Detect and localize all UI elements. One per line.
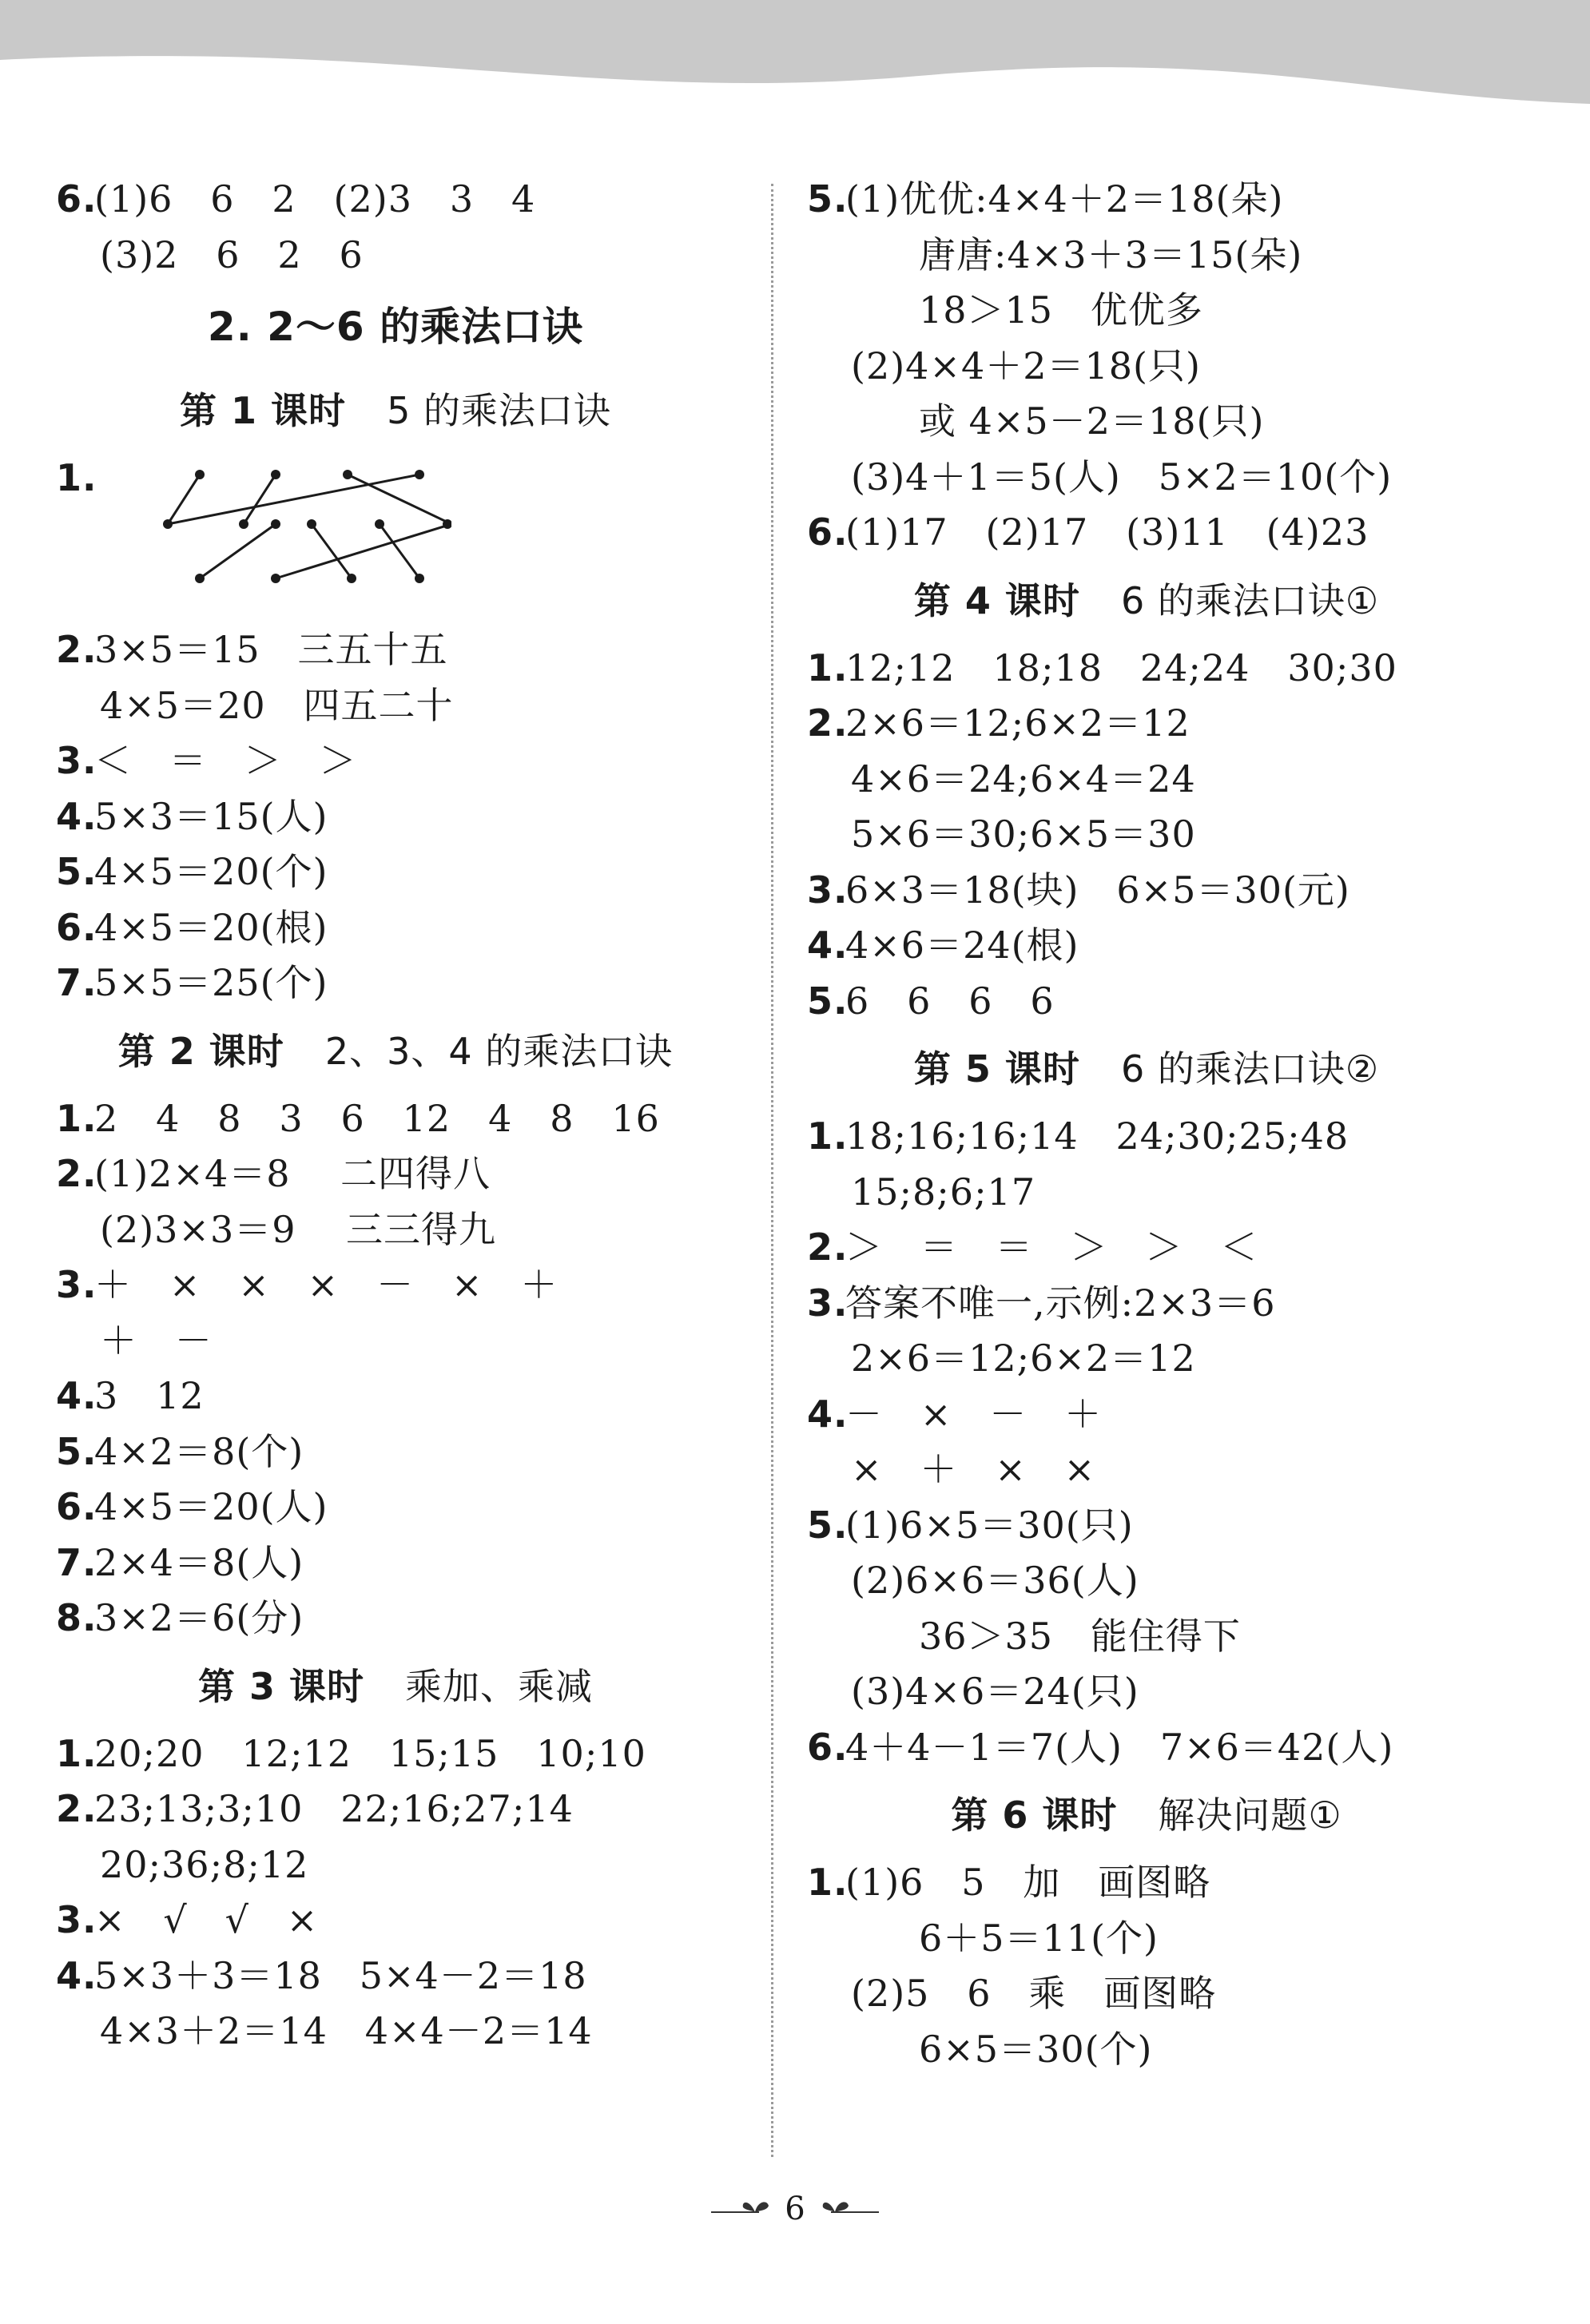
- answer-text: (2)6×6＝36(人): [851, 1559, 1139, 1602]
- lesson-title: [56, 1011, 735, 1091]
- answer-text: 3×2＝6(分): [94, 1596, 304, 1639]
- answer-text: (1)2×4＝8 二四得八: [94, 1152, 491, 1195]
- match-dot: [271, 574, 280, 583]
- answer-line: [807, 1331, 1486, 1387]
- answer-line: [807, 1609, 1486, 1665]
- question-number: 8.: [56, 1596, 97, 1639]
- answer-line: [807, 1498, 1486, 1554]
- lesson-title: [56, 1647, 735, 1726]
- question-number: 2.: [807, 1226, 849, 1269]
- match-dot: [347, 574, 356, 583]
- answer-text: 36＞35 能住得下: [919, 1614, 1241, 1658]
- question-number: 1.: [56, 1731, 97, 1775]
- question-number: 4.: [807, 1392, 849, 1436]
- answer-text: 3×5＝15 三五十五: [94, 628, 448, 671]
- answer-text: 5×6＝30;6×5＝30: [851, 812, 1196, 856]
- answer-text: (3)4×6＝24(只): [851, 1670, 1139, 1713]
- answer-text: 6 6 6 6: [845, 979, 1055, 1023]
- header-wave-band: [0, 0, 1590, 128]
- question-number: 4.: [56, 1953, 97, 1997]
- answer-text: 6×5＝30(个): [919, 2027, 1153, 2071]
- answer-line: [807, 1109, 1486, 1165]
- answer-line: [807, 1165, 1486, 1221]
- match-dot: [415, 470, 424, 479]
- matching-lines-figure: [92, 451, 451, 622]
- question-number: 4.: [56, 794, 97, 838]
- answer-text: 18＞15 优优多: [919, 288, 1203, 332]
- question-number: 3.: [56, 1898, 97, 1941]
- answer-line: [56, 1257, 735, 1313]
- lesson-title: [56, 371, 735, 451]
- answer-line: [56, 1480, 735, 1535]
- answer-text: (3)2 6 2 6: [100, 232, 364, 276]
- answer-line: [56, 228, 735, 284]
- match-dot: [375, 519, 384, 529]
- lesson-subtitle: 6 的乘法口诀②: [1120, 1047, 1380, 1090]
- question-number: 1.: [807, 1861, 849, 1904]
- answer-line: [56, 1202, 735, 1258]
- question-number: 1.: [56, 456, 97, 499]
- answer-line: [56, 900, 735, 956]
- question-number: 2.: [56, 628, 97, 671]
- question-number: 5.: [56, 850, 97, 893]
- match-dot: [271, 470, 280, 479]
- answer-line: [807, 339, 1486, 395]
- answer-text: 6×3＝18(块) 6×5＝30(元): [845, 868, 1350, 912]
- answer-line: [807, 1442, 1486, 1498]
- question-number: 3.: [56, 1263, 97, 1306]
- answer-text: (1)6 6 2 (2)3 3 4: [94, 177, 536, 220]
- question-number: 1.: [56, 1096, 97, 1140]
- lesson-subtitle: 解决问题①: [1158, 1794, 1342, 1837]
- answer-text: 4×2＝8(个): [94, 1429, 304, 1473]
- answer-line: [807, 1855, 1486, 1911]
- lesson-number: 第 6 课时: [951, 1794, 1118, 1837]
- answer-line: [807, 505, 1486, 561]
- answer-text: 12;12 18;18 24;24 30;30: [845, 646, 1397, 689]
- answer-text: (1)6 5 加 画图略: [845, 1861, 1211, 1904]
- lesson4-answers: [807, 641, 1486, 1030]
- lesson-number: 第 3 课时: [197, 1664, 364, 1708]
- answer-text: 2×6＝12;6×2＝12: [845, 701, 1191, 745]
- answer-line: [807, 918, 1486, 974]
- question-number: 4.: [807, 924, 849, 967]
- answer-text: 4＋4－1＝7(人) 7×6＝42(人): [845, 1725, 1394, 1769]
- question-number: 5.: [807, 1503, 849, 1547]
- answer-text: 或 4×5－2＝18(只): [919, 399, 1265, 443]
- lesson-title: [807, 1775, 1486, 1855]
- page-number: 6: [785, 2191, 805, 2227]
- answer-text: 4×5＝20(个): [94, 850, 328, 893]
- matching-diagram: [56, 451, 735, 622]
- question-number: 5.: [56, 1429, 97, 1473]
- column-divider: [771, 184, 773, 2157]
- answer-line: [56, 1146, 735, 1202]
- lesson-title: [807, 561, 1486, 641]
- answer-line: [807, 1553, 1486, 1609]
- lesson-title: [807, 1029, 1486, 1109]
- answer-text: (2)5 6 乘 画图略: [851, 1972, 1217, 2015]
- question-number: 1.: [807, 646, 849, 689]
- answer-line: [56, 1782, 735, 1837]
- match-dot: [195, 574, 205, 583]
- question-number: 7.: [56, 1540, 97, 1584]
- sprout-left-icon: [711, 2183, 775, 2239]
- answer-line: [56, 678, 735, 734]
- answer-text: － × － ＋: [845, 1392, 1103, 1436]
- answer-text: 6＋5＝11(个): [919, 1916, 1159, 1960]
- answer-line: [56, 622, 735, 678]
- answer-text: ＞ ＝ ＝ ＞ ＞ ＜: [845, 1226, 1258, 1269]
- question-number: 6.: [56, 1485, 97, 1528]
- answer-line: [807, 974, 1486, 1030]
- answer-text: (3)4＋1＝5(人) 5×2＝10(个): [851, 455, 1393, 499]
- answer-text: 唐唐:4×3＋3＝15(朵): [919, 232, 1303, 276]
- answer-text: (2)3×3＝9 三三得九: [100, 1207, 496, 1251]
- answer-line: [807, 1276, 1486, 1332]
- match-dot: [343, 470, 352, 479]
- answer-line: [807, 863, 1486, 919]
- question-number: 2.: [807, 701, 849, 745]
- answer-text: ＜ ＝ ＞ ＞: [94, 739, 357, 782]
- match-dot: [271, 519, 280, 529]
- lesson-subtitle: 乘加、乘减: [405, 1664, 594, 1708]
- match-dot: [307, 519, 316, 529]
- answer-text: 15;8;6;17: [851, 1170, 1036, 1214]
- answer-text: × ＋ × ×: [851, 1448, 1096, 1491]
- answer-line: [56, 844, 735, 900]
- lesson-number: 第 5 课时: [913, 1047, 1080, 1090]
- answer-line: [56, 1313, 735, 1369]
- lesson-number: 第 2 课时: [117, 1029, 284, 1073]
- answer-line: [807, 641, 1486, 697]
- answer-line: [56, 1949, 735, 2004]
- answer-text: 4×5＝20(根): [94, 905, 328, 949]
- answer-line: [807, 1966, 1486, 2022]
- left-column: [56, 172, 735, 2060]
- right-column: [807, 172, 1486, 2077]
- answer-line: [56, 172, 735, 228]
- answer-line: [56, 1535, 735, 1591]
- answer-line: [807, 450, 1486, 506]
- answer-text: 23;13;3;10 22;16;27;14: [94, 1787, 574, 1830]
- answer-line: [56, 1837, 735, 1893]
- answer-text: 2 4 8 3 6 12 4 8 16: [94, 1096, 660, 1140]
- question-number: 5.: [807, 177, 849, 220]
- answer-text: (1)6×5＝30(只): [845, 1503, 1134, 1547]
- answer-line: [807, 1911, 1486, 1967]
- answer-text: (1)优优:4×4＋2＝18(朵): [845, 177, 1284, 220]
- question-number: 5.: [807, 979, 849, 1023]
- chapter-title: 2. 2～6 的乘法口诀: [207, 304, 584, 350]
- match-dot: [195, 470, 205, 479]
- lesson-number: 第 1 课时: [180, 389, 347, 432]
- answer-text: (2)4×4＋2＝18(只): [851, 344, 1201, 387]
- question-number: 3.: [807, 868, 849, 912]
- answer-line: [56, 733, 735, 789]
- lesson2-answers: [56, 1091, 735, 1647]
- question-number: 4.: [56, 1374, 97, 1417]
- lesson5-answers: [807, 1109, 1486, 1775]
- answer-line: [56, 1893, 735, 1949]
- left-top-answers: [56, 172, 735, 283]
- question-number: 3.: [807, 1281, 849, 1325]
- answer-text: 5×3＝15(人): [94, 794, 328, 838]
- question-number: 7.: [56, 961, 97, 1004]
- lesson-subtitle: 2、3、4 的乘法口诀: [324, 1029, 674, 1073]
- match-dot: [239, 519, 248, 529]
- question-number: 2.: [56, 1152, 97, 1195]
- answer-line: [56, 1726, 735, 1782]
- question-number: 2.: [56, 1787, 97, 1830]
- answer-line: [807, 2022, 1486, 2078]
- question-number: 6.: [807, 1725, 849, 1769]
- answer-line: [56, 1091, 735, 1147]
- answer-text: 18;16;16;14 24;30;25;48: [845, 1114, 1350, 1158]
- question-number: 6.: [56, 177, 97, 220]
- answer-text: 4×5＝20 四五二十: [100, 683, 454, 727]
- answer-text: 3 12: [94, 1374, 205, 1417]
- answer-text: 4×5＝20(人): [94, 1485, 328, 1528]
- match-dot: [163, 519, 173, 529]
- lesson-number: 第 4 课时: [913, 578, 1080, 622]
- sprout-right-icon: [815, 2183, 879, 2239]
- page-footer: [0, 2181, 1590, 2237]
- answer-line: [807, 807, 1486, 863]
- answer-text: 2×6＝12;6×2＝12: [851, 1337, 1196, 1380]
- question-number: 6.: [56, 905, 97, 949]
- lesson3-answers: [56, 1726, 735, 2060]
- answer-line: [807, 228, 1486, 284]
- answer-line: [807, 1387, 1486, 1443]
- answer-line: [807, 1664, 1486, 1720]
- answer-line: [807, 394, 1486, 450]
- question-number: 1.: [807, 1114, 849, 1158]
- match-dot: [415, 574, 424, 583]
- right-top-answers: [807, 172, 1486, 561]
- answer-text: × √ √ ×: [94, 1898, 319, 1941]
- answer-text: 5×5＝25(个): [94, 961, 328, 1004]
- answer-text: 20;36;8;12: [100, 1842, 309, 1886]
- lesson6-answers: [807, 1855, 1486, 2077]
- lesson-subtitle: 6 的乘法口诀①: [1120, 578, 1380, 622]
- answer-line: [807, 172, 1486, 228]
- answer-line: [56, 1369, 735, 1424]
- answer-text: 2×4＝8(人): [94, 1540, 304, 1584]
- header-wave-shape: [0, 0, 1590, 104]
- answer-line: [807, 283, 1486, 339]
- answer-line: [807, 1220, 1486, 1276]
- answer-line: [56, 789, 735, 845]
- answer-text: 20;20 12;12 15;15 10;10: [94, 1731, 646, 1775]
- answer-line: [56, 2004, 735, 2060]
- answer-line: [807, 696, 1486, 752]
- answer-text: (1)17 (2)17 (3)11 (4)23: [845, 510, 1369, 554]
- lesson1-answers: [56, 622, 735, 1011]
- answer-text: 4×3＋2＝14 4×4－2＝14: [100, 2009, 593, 2052]
- answer-text: ＋ －: [100, 1318, 213, 1362]
- answer-line: [56, 1424, 735, 1480]
- answer-line: [56, 955, 735, 1011]
- lesson-subtitle: 5 的乘法口诀: [387, 389, 611, 432]
- answer-text: 4×6＝24(根): [845, 924, 1079, 967]
- question-number: 6.: [807, 510, 849, 554]
- answer-text: 5×3＋3＝18 5×4－2＝18: [94, 1953, 587, 1997]
- question-number: 3.: [56, 739, 97, 782]
- answer-line: [56, 1591, 735, 1647]
- answer-text: ＋ × × × － × ＋: [94, 1263, 558, 1306]
- answer-text: 4×6＝24;6×4＝24: [851, 757, 1196, 800]
- answer-text: 答案不唯一,示例:2×3＝6: [845, 1281, 1276, 1325]
- answer-line: [807, 752, 1486, 808]
- answer-line: [807, 1720, 1486, 1776]
